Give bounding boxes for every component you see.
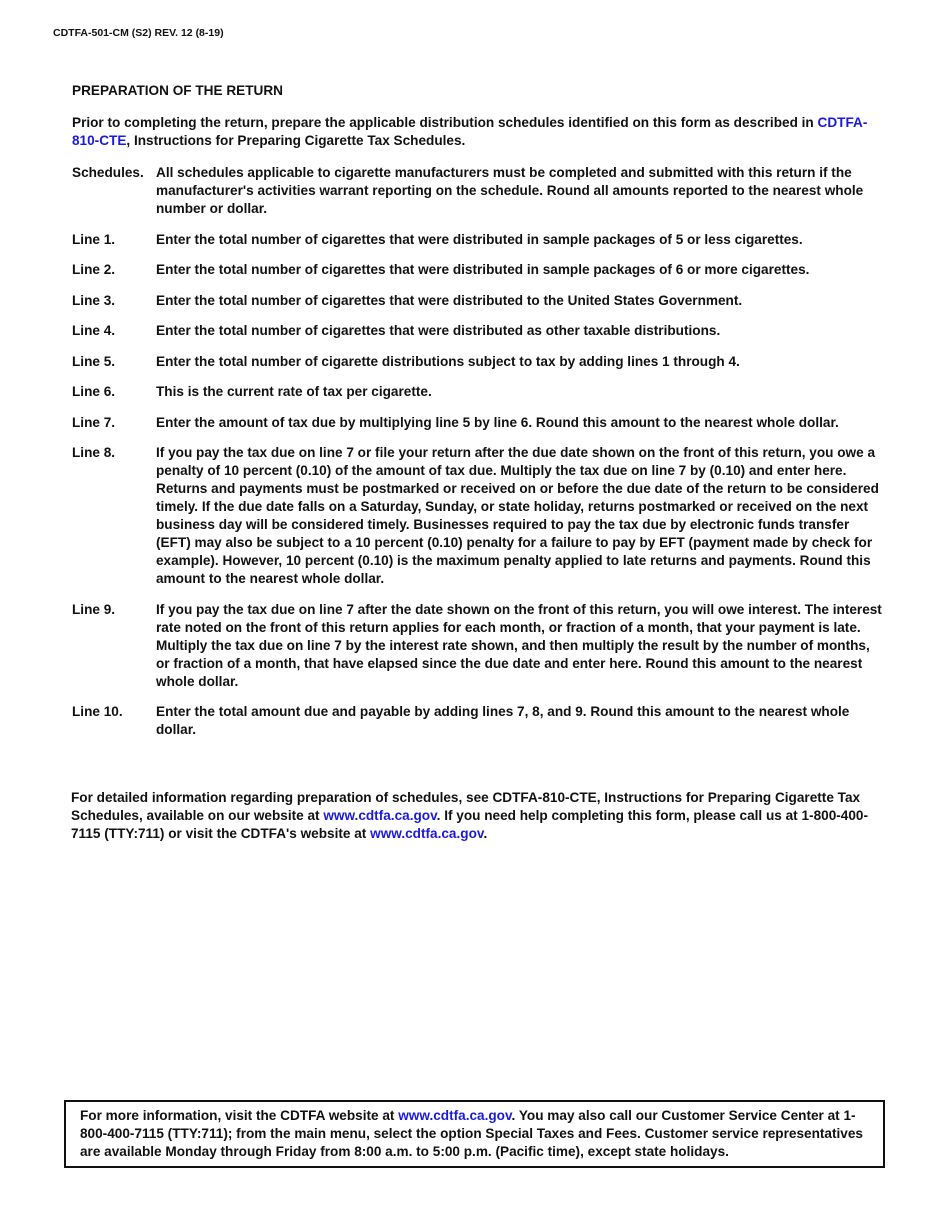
line-label: Line 2. bbox=[72, 262, 116, 277]
intro-text-after: , Instructions for Preparing Cigarette Tax Schedules. bbox=[126, 133, 466, 148]
line-text: This is the current rate of tax per cigarette. bbox=[156, 384, 432, 399]
line-text: Enter the total amount due and payable by adding lines 7, 8, and 9. Round this amount to the nearest whole dollar. bbox=[156, 704, 850, 737]
line-label: Line 7. bbox=[72, 414, 116, 430]
info-box bbox=[64, 1100, 885, 1168]
line-label: Line 3. bbox=[72, 292, 116, 308]
website-link[interactable]: www.cdtfa.ca.gov bbox=[370, 826, 484, 841]
website-link[interactable]: www.cdtfa.ca.gov bbox=[398, 1108, 512, 1123]
line-label: Line 6. bbox=[72, 384, 116, 399]
line-instruction bbox=[72, 444, 882, 588]
line-instruction bbox=[72, 164, 882, 218]
line-instruction bbox=[72, 703, 882, 739]
line-text: If you pay the tax due on line 7 after the date shown on the front of this return, you will owe interest. The interest rate noted on the front of this return applies for each month, or fraction of a month, that your payment is late. Multiply the tax due on line 7 by the interest rate shown, and then multiply the result by the number of months, or fraction of a month, that have elapsed since the due date and enter here. Round this amount to the nearest whole dollar. bbox=[156, 601, 882, 689]
line-instruction bbox=[72, 383, 882, 401]
line-label: Line 9. bbox=[72, 601, 116, 617]
section-title: PREPARATION OF THE RETURN bbox=[72, 83, 283, 98]
line-label: Line 5. bbox=[72, 353, 116, 369]
line-label: Line 10. bbox=[72, 704, 123, 719]
line-label: Schedules. bbox=[72, 165, 144, 180]
line-instruction bbox=[72, 231, 882, 249]
instructions-content bbox=[72, 82, 882, 752]
line-instruction bbox=[72, 322, 882, 340]
line-label: Line 8. bbox=[72, 445, 116, 460]
line-text: All schedules applicable to cigarette manufacturers must be completed and submitted with this return if the manufacturer's activities warrant reporting on the schedule. Round all amounts reported to the nearest whole number or dollar. bbox=[156, 165, 864, 216]
intro-paragraph bbox=[72, 114, 882, 150]
line-text: Enter the total number of cigarette distributions subject to tax by adding lines 1 through 4. bbox=[156, 353, 740, 369]
cdtfa-810-cte-link[interactable]: CDTFA-810-CTE bbox=[72, 115, 868, 148]
info-box-text: For more information, visit the CDTFA website at bbox=[80, 1108, 399, 1123]
intro-text-before: Prior to completing the return, prepare the applicable distribution schedules identified on this form as described in bbox=[72, 115, 818, 130]
line-instruction bbox=[72, 292, 882, 310]
line-text: Enter the total number of cigarettes that were distributed to the United States Government. bbox=[156, 292, 743, 308]
line-text: Enter the total number of cigarettes that were distributed in sample packages of 6 or more cigarettes. bbox=[156, 262, 810, 277]
line-text: Enter the total number of cigarettes that were distributed as other taxable distributions. bbox=[156, 323, 721, 338]
line-text: Enter the total number of cigarettes that were distributed in sample packages of 5 or less cigarettes. bbox=[156, 231, 803, 247]
info-box-text: . You may also call our Customer Service Center at 1-800-400-7115 (TTY:711); from the main menu, select the option Special Taxes and Fees. Customer service representatives are available Monday through Friday from 8:00 a.m. to 5:00 p.m. (Pacific time), except state holidays. bbox=[80, 1108, 863, 1159]
line-text: Enter the amount of tax due by multiplying line 5 by line 6. Round this amount to the nearest whole dollar. bbox=[156, 414, 839, 430]
line-label: Line 1. bbox=[72, 231, 116, 247]
line-instruction bbox=[72, 353, 882, 371]
line-label: Line 4. bbox=[72, 323, 116, 338]
detailed-info-text: For detailed information regarding preparation of schedules, see CDTFA-810-CTE, Instructions for Preparing Cigarette Tax Schedules, available on our website at bbox=[71, 790, 861, 823]
form-id: CDTFA-501-CM (S2) REV. 12 (8-19) bbox=[53, 27, 224, 39]
line-instruction bbox=[72, 414, 882, 432]
website-link[interactable]: www.cdtfa.ca.gov bbox=[323, 808, 437, 823]
line-instruction bbox=[72, 261, 882, 279]
detailed-info-text: . bbox=[483, 826, 488, 841]
detailed-info-paragraph bbox=[71, 789, 871, 843]
line-instruction bbox=[72, 601, 882, 691]
line-instructions-list bbox=[72, 164, 882, 739]
line-text: If you pay the tax due on line 7 or file your return after the due date shown on the front of this return, you owe a penalty of 10 percent (0.10) of the amount of tax due. Multiply the tax due on line 7 by (0.10) and enter here. Returns and payments must be postmarked or received on or before the due date of the return to be considered timely. If the due date falls on a Saturday, Sunday, or state holiday, returns postmarked or received on the next business day will be considered timely. Businesses required to pay the tax due by electronic funds transfer (EFT) may also be subject to a 10 percent (0.10) penalty for a failure to pay by EFT (payment made by check for example). However, 10 percent (0.10) is the maximum penalty applied to late returns and payments. Round this amount to the nearest whole dollar. bbox=[156, 445, 879, 586]
detailed-info-text: . If you need help completing this form, please call us at 1-800-400-7115 (TTY:711) or visit the CDTFA's website at bbox=[71, 808, 868, 841]
